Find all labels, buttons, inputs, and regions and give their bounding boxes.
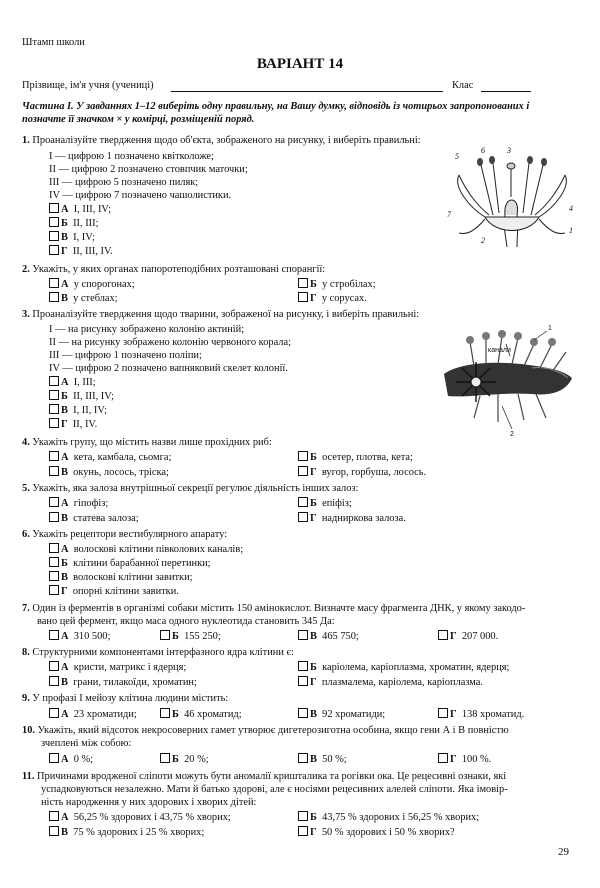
- checkbox[interactable]: [298, 826, 308, 836]
- checkbox[interactable]: [49, 543, 59, 553]
- checkbox[interactable]: [49, 466, 59, 476]
- checkbox[interactable]: [438, 753, 448, 763]
- school-stamp-label: Штамп школи: [22, 37, 85, 48]
- checkbox[interactable]: [49, 451, 59, 461]
- q4-option-d[interactable]: Г вугор, горбуша, лосось.: [298, 466, 426, 479]
- q9-option-a[interactable]: А 23 хроматиди;: [49, 708, 137, 721]
- checkbox[interactable]: [49, 557, 59, 567]
- flower-label: 2: [481, 236, 485, 245]
- flower-label: 6: [481, 147, 485, 155]
- q9-option-c[interactable]: В 92 хроматиди;: [298, 708, 385, 721]
- question-6: 6. Укажіть рецептори вестибулярного апарату:: [22, 529, 228, 540]
- q11-option-d[interactable]: Г 50 % здорових і 50 % хворих?: [298, 826, 455, 839]
- q7-option-c[interactable]: В 465 750;: [298, 630, 359, 643]
- checkbox[interactable]: [49, 231, 59, 241]
- q7-option-b[interactable]: Б 155 250;: [160, 630, 221, 643]
- q1-statement: III — цифрою 5 позначено пиляк;: [49, 177, 199, 188]
- flower-label: 5: [455, 152, 459, 161]
- q11-option-a[interactable]: А 56,25 % здорових і 43,75 % хворих;: [49, 811, 231, 824]
- q4-option-c[interactable]: В окунь, лосось, тріска;: [49, 466, 169, 479]
- checkbox[interactable]: [49, 404, 59, 414]
- flower-diagram: [445, 147, 580, 259]
- q3-statement: I — на рисунку зображено колонію актиній;: [49, 324, 245, 335]
- part1-instruction: Частина І. У завданнях 1–12 виберіть одну правильну, на Вашу думку, відповідь із чотирьох запропонованих і: [22, 101, 530, 112]
- checkbox[interactable]: [298, 451, 308, 461]
- q1-statement: IV — цифрою 7 позначено чашолистики.: [49, 190, 232, 201]
- q1-option-d[interactable]: Г II, III, IV.: [49, 245, 113, 258]
- flower-label: 3: [507, 147, 511, 155]
- q9-option-d[interactable]: Г 138 хроматид.: [438, 708, 524, 721]
- q5-option-b[interactable]: Б епіфіз;: [298, 497, 352, 510]
- checkbox[interactable]: [298, 278, 308, 288]
- class-field[interactable]: [481, 91, 531, 92]
- q10-option-b[interactable]: Б 20 %;: [160, 753, 209, 766]
- checkbox[interactable]: [49, 418, 59, 428]
- q11-option-b[interactable]: Б 43,75 % здорових і 56,25 % хворих;: [298, 811, 479, 824]
- class-label: Клас: [452, 80, 474, 91]
- flower-label: 7: [447, 210, 451, 219]
- q8-option-c[interactable]: В грани, тилакоїди, хроматин;: [49, 676, 197, 689]
- checkbox[interactable]: [438, 708, 448, 718]
- q2-option-b[interactable]: Б у стробілах;: [298, 278, 376, 291]
- checkbox[interactable]: [49, 376, 59, 386]
- coral-label: 1: [548, 325, 552, 332]
- coral-label-canals: канали: [488, 347, 511, 354]
- q1-statement: II — цифрою 2 позначено стовпчик маточки;: [49, 164, 248, 175]
- student-name-label: Прізвище, ім'я учня (учениці): [22, 80, 154, 91]
- q1-statement: I — цифрою 1 позначено квітколоже;: [49, 151, 214, 162]
- checkbox[interactable]: [49, 512, 59, 522]
- checkbox[interactable]: [298, 811, 308, 821]
- checkbox[interactable]: [49, 811, 59, 821]
- checkbox[interactable]: [298, 292, 308, 302]
- q1-option-c[interactable]: В I, IV;: [49, 231, 95, 244]
- checkbox[interactable]: [298, 753, 308, 763]
- q4-option-b[interactable]: Б осетер, плотва, кета;: [298, 451, 413, 464]
- checkbox[interactable]: [49, 292, 59, 302]
- q7-option-a[interactable]: А 310 500;: [49, 630, 110, 643]
- q3-statement: III — цифрою 1 позначено поліпи;: [49, 350, 202, 361]
- checkbox[interactable]: [298, 466, 308, 476]
- q6-option-c[interactable]: В волоскові клітини завитки;: [49, 571, 193, 584]
- q9-option-b[interactable]: Б 46 хроматид;: [160, 708, 242, 721]
- question-1: 1. Проаналізуйте твердження щодо об'єкта, зображеного на рисунку, і виберіть правильні:: [22, 135, 421, 146]
- q8-option-a[interactable]: А кристи, матрикс і ядерця;: [49, 661, 186, 674]
- checkbox[interactable]: [160, 708, 170, 718]
- question-11: 11. Причинами вродженої сліпоти можуть бути аномалії кришталика та рогівки ока. Це рецесивні ознаки, які: [22, 771, 507, 782]
- q10-option-d[interactable]: Г 100 %.: [438, 753, 491, 766]
- question-8: 8. Структурними компонентами інтерфазного ядра клітини є:: [22, 647, 294, 658]
- question-7: 7. Один із ферментів в організмі собаки містить 150 амінокислот. Визначте масу фрагмента ДНК, у якому закодо-: [22, 603, 526, 614]
- page-number: 29: [558, 846, 569, 858]
- student-name-field[interactable]: [171, 91, 443, 92]
- question-5: 5. Укажіть, яка залоза внутрішньої секреції регулює діяльність інших залоз:: [22, 483, 359, 494]
- checkbox[interactable]: [49, 203, 59, 213]
- q10-option-a[interactable]: А 0 %;: [49, 753, 93, 766]
- question-7-cont: вано цей фермент, якщо маса одного нуклеотида становить 345 Да:: [37, 616, 335, 627]
- checkbox[interactable]: [49, 245, 59, 255]
- checkbox[interactable]: [298, 497, 308, 507]
- checkbox[interactable]: [49, 826, 59, 836]
- flower-label: 4: [569, 204, 573, 213]
- checkbox[interactable]: [298, 676, 308, 686]
- question-4: 4. Укажіть групу, що містить назви лише прохідних риб:: [22, 437, 272, 448]
- checkbox[interactable]: [49, 390, 59, 400]
- checkbox[interactable]: [49, 676, 59, 686]
- flower-label: 1: [569, 226, 573, 235]
- question-11-cont: успадковуються незалежно. Мати й батько здорові, але є носіями рецесивних алелей сліпоти. Яка імовір-: [41, 784, 508, 795]
- q5-option-a[interactable]: А гіпофіз;: [49, 497, 108, 510]
- q4-option-a[interactable]: А кета, камбала, сьомга;: [49, 451, 171, 464]
- q3-option-a[interactable]: А I, III;: [49, 376, 96, 389]
- checkbox[interactable]: [49, 217, 59, 227]
- q6-option-d[interactable]: Г опорні клітини завитки.: [49, 585, 179, 598]
- checkbox[interactable]: [49, 630, 59, 640]
- checkbox[interactable]: [49, 753, 59, 763]
- q3-option-c[interactable]: В I, II, IV;: [49, 404, 107, 417]
- checkbox[interactable]: [49, 708, 59, 718]
- checkbox[interactable]: [160, 753, 170, 763]
- q8-option-d[interactable]: Г плазмалема, каріолема, каріоплазма.: [298, 676, 483, 689]
- checkbox[interactable]: [298, 630, 308, 640]
- checkbox[interactable]: [298, 512, 308, 522]
- q2-option-c[interactable]: В у стеблах;: [49, 292, 118, 305]
- variant-title: ВАРІАНТ 14: [256, 56, 344, 72]
- question-11-cont: ність народження у них здорових і хворих дітей:: [41, 797, 257, 808]
- question-10: 10. Укажіть, який відсоток некросоверних гамет утворює дигетерозиготна особина, якщо гени А і В повністю: [22, 725, 509, 736]
- q6-option-b[interactable]: Б клітини барабанної перетинки;: [49, 557, 211, 570]
- checkbox[interactable]: [160, 630, 170, 640]
- checkbox[interactable]: [438, 630, 448, 640]
- q3-option-d[interactable]: Г II, IV.: [49, 418, 97, 431]
- question-3: 3. Проаналізуйте твердження щодо тварини, зображеної на рисунку, і виберіть правильні:: [22, 309, 420, 320]
- coral-colony-diagram: [440, 322, 580, 440]
- q2-option-d[interactable]: Г у сорусах.: [298, 292, 367, 305]
- q1-option-a[interactable]: А I, III, IV;: [49, 203, 111, 216]
- question-9: 9. У профазі І мейозу клітина людини містить:: [22, 693, 229, 704]
- q10-option-c[interactable]: В 50 %;: [298, 753, 347, 766]
- q11-option-c[interactable]: В 75 % здорових і 25 % хворих;: [49, 826, 204, 839]
- q3-statement: IV — цифрою 2 позначено вапняковий скелет колонії.: [49, 363, 288, 374]
- checkbox[interactable]: [298, 708, 308, 718]
- q2-option-a[interactable]: А у спорогонах;: [49, 278, 135, 291]
- question-10-cont: зчеплені між собою:: [41, 738, 132, 749]
- q5-option-d[interactable]: Г надниркова залоза.: [298, 512, 406, 525]
- checkbox[interactable]: [49, 661, 59, 671]
- q3-statement: II — на рисунку зображено колонію червоного корала;: [49, 337, 291, 348]
- checkbox[interactable]: [298, 661, 308, 671]
- part1-instruction-2: позначте її значком × у комірці, розміщеній поряд.: [22, 114, 255, 125]
- q5-option-c[interactable]: В статева залоза;: [49, 512, 139, 525]
- q8-option-b[interactable]: Б каріолема, каріоплазма, хроматин, ядерця;: [298, 661, 509, 674]
- checkbox[interactable]: [49, 585, 59, 595]
- checkbox[interactable]: [49, 497, 59, 507]
- q7-option-d[interactable]: Г 207 000.: [438, 630, 498, 643]
- question-2: 2. Укажіть, у яких органах папоротеподібних розташовані спорангії:: [22, 264, 326, 275]
- q1-option-b[interactable]: Б II, III;: [49, 217, 98, 230]
- q6-option-a[interactable]: А волоскові клітини півколових каналів;: [49, 543, 243, 556]
- checkbox[interactable]: [49, 571, 59, 581]
- coral-label: 2: [510, 431, 514, 438]
- q3-option-b[interactable]: Б II, III, IV;: [49, 390, 114, 403]
- checkbox[interactable]: [49, 278, 59, 288]
